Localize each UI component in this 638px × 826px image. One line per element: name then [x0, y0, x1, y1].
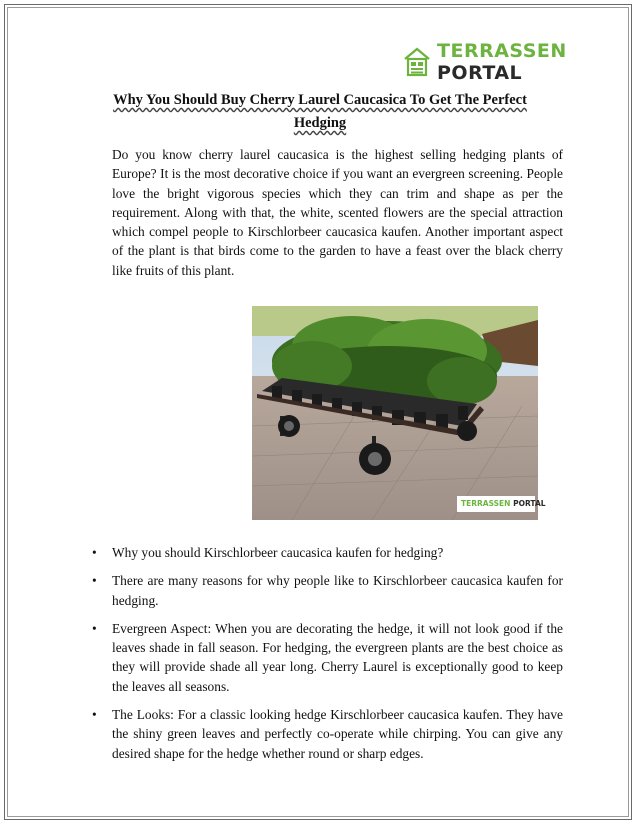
logo-word-2: PORTAL [437, 62, 523, 84]
photo-watermark-word-1: TERRASSEN [461, 499, 511, 508]
list-item-text: Why you should Kirschlorbeer caucasica kaufen for hedging? [112, 545, 444, 560]
photo-watermark [461, 499, 546, 508]
list-item [92, 619, 563, 696]
plants-on-cart-photo [252, 306, 546, 520]
document-title: Why You Should Buy Cherry Laurel Caucasica To Get The Perfect Hedging [113, 92, 527, 131]
list-item [92, 571, 563, 610]
house-icon [402, 46, 432, 78]
list-item-text: The Looks: For a classic looking hedge Kirschlorbeer caucasica kaufen. They have the shiny green leaves and perfectly co-operate while chirping. You can give any desired shape for the hedge whether round or sharp edges. [112, 707, 563, 761]
bullet-icon: • [92, 707, 97, 723]
list-item-text: Evergreen Aspect: When you are decorating the hedge, it will not look good if the leaves shade in fall season. For hedging, the evergreen plants are the best choice as they will provide shade all year long. Cherry Laurel is exceptionally good to keep the leaves all seasons. [112, 620, 563, 694]
bullet-icon: • [92, 545, 97, 560]
list-item [92, 705, 563, 763]
bullet-icon: • [92, 620, 97, 636]
photo-watermark-word-2: PORTAL [513, 499, 546, 508]
reasons-bullet-list [92, 543, 563, 772]
terrassen-portal-logo [402, 40, 638, 84]
logo-word-1: TERRASSEN [437, 40, 567, 62]
bullet-icon: • [92, 573, 97, 589]
list-item-text: There are many reasons for why people like to Kirschlorbeer caucasica kaufen for hedging. [112, 573, 563, 608]
intro-paragraph: Do you know cherry laurel caucasica is the highest selling hedging plants of Europe? It is the most decorative choice if you want an evergreen screening. People love the bright vigorous species which they can trim and shape as per the requirement. Along with that, the white, scented flowers are the special attraction which compel people to Kirschlorbeer caucasica kaufen. Another important aspect of the plant is that birds come to the garden to have a feast over the black cherry like fruits of this plant. [112, 147, 563, 278]
list-item [92, 543, 563, 562]
